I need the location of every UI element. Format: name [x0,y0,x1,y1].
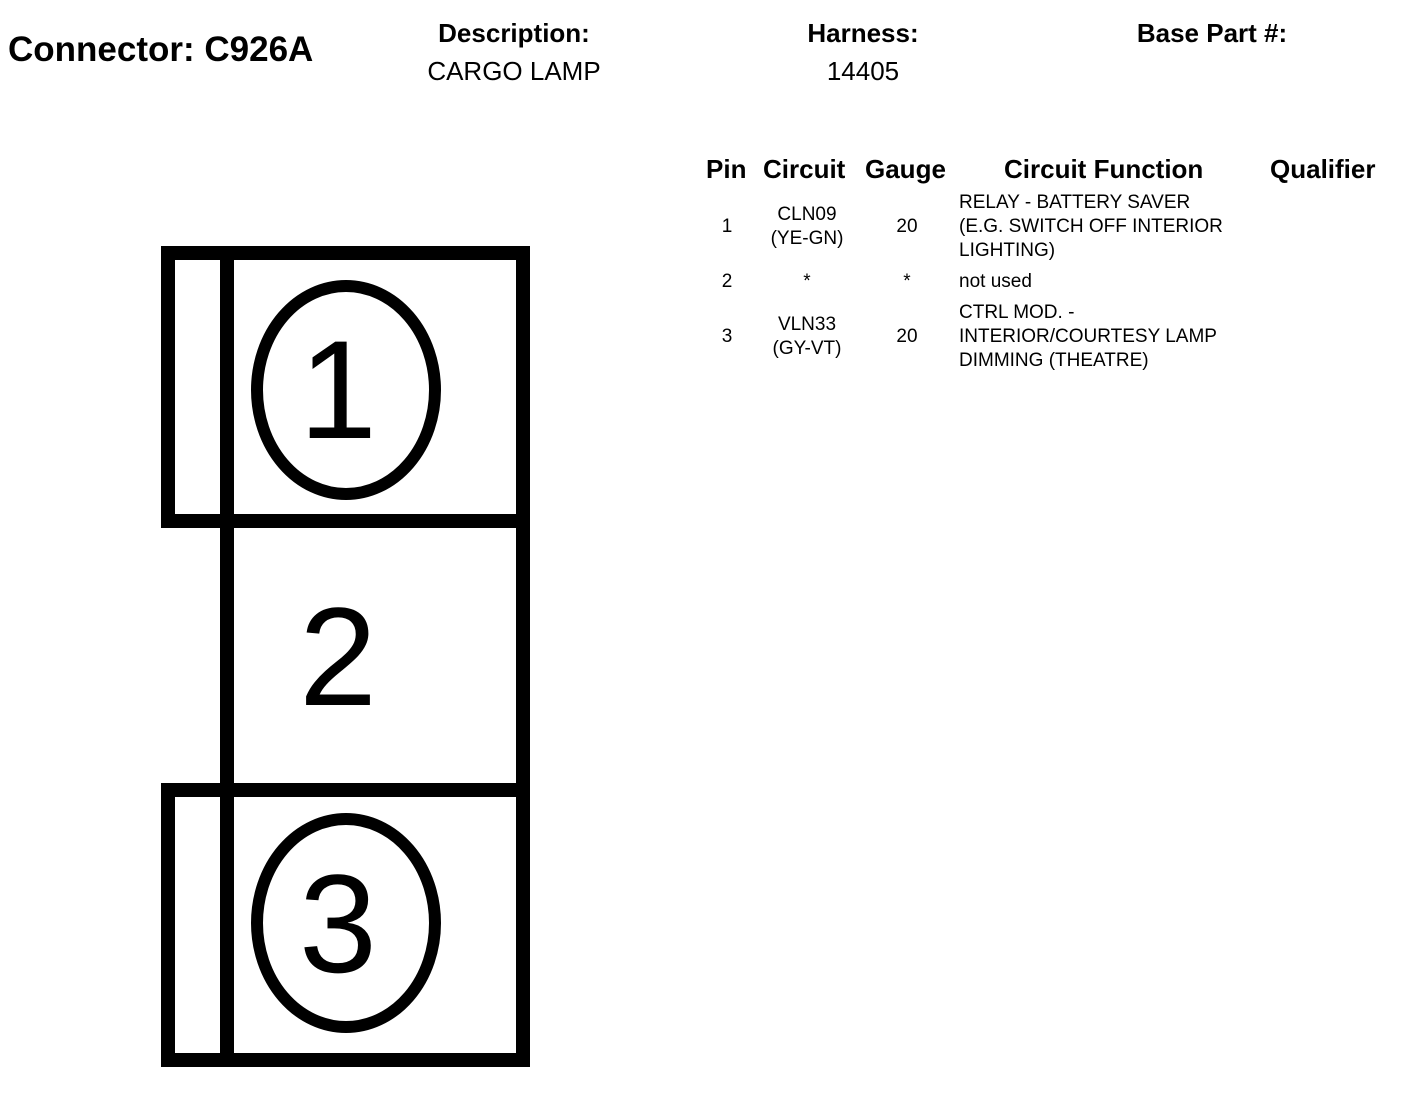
harness-value: 14405 [826,56,900,86]
gauge-cell: * [903,271,911,292]
column-header-circuit-function: Circuit Function [1004,154,1204,184]
gauge-cell: 20 [896,326,918,347]
circuit-function-cell: CTRL MOD. - INTERIOR/COURTESY LAMP DIMMING (THEATRE) [959,302,1217,371]
circuit-cell: VLN33 (GY-VT) [772,314,842,359]
column-header-circuit: Circuit [763,154,846,184]
column-header-pin: Pin [706,154,747,184]
circuit-cell: * [803,271,811,292]
circuit-function-cell: not used [959,271,1032,292]
connector-title: Connector: C926A [8,30,314,69]
pin-3-label: 3 [299,845,377,1002]
pin-cell: 3 [721,326,733,347]
column-header-gauge: Gauge [865,154,946,184]
circuit-function-cell: RELAY - BATTERY SAVER (E.G. SWITCH OFF INTERIOR LIGHTING) [959,192,1223,261]
base-part-label: Base Part #: [1136,18,1288,48]
circuit-cell: CLN09 (YE-GN) [770,204,844,249]
pin-2-label: 2 [299,578,377,735]
column-header-qualifier: Qualifier [1270,154,1376,184]
gauge-cell: 20 [896,216,918,237]
pin-1-label: 1 [299,311,377,468]
harness-label: Harness: [807,18,919,48]
description-value: CARGO LAMP [427,56,601,86]
pin-cell: 2 [721,271,733,292]
description-label: Description: [438,18,590,48]
pin-cell: 1 [721,216,733,237]
